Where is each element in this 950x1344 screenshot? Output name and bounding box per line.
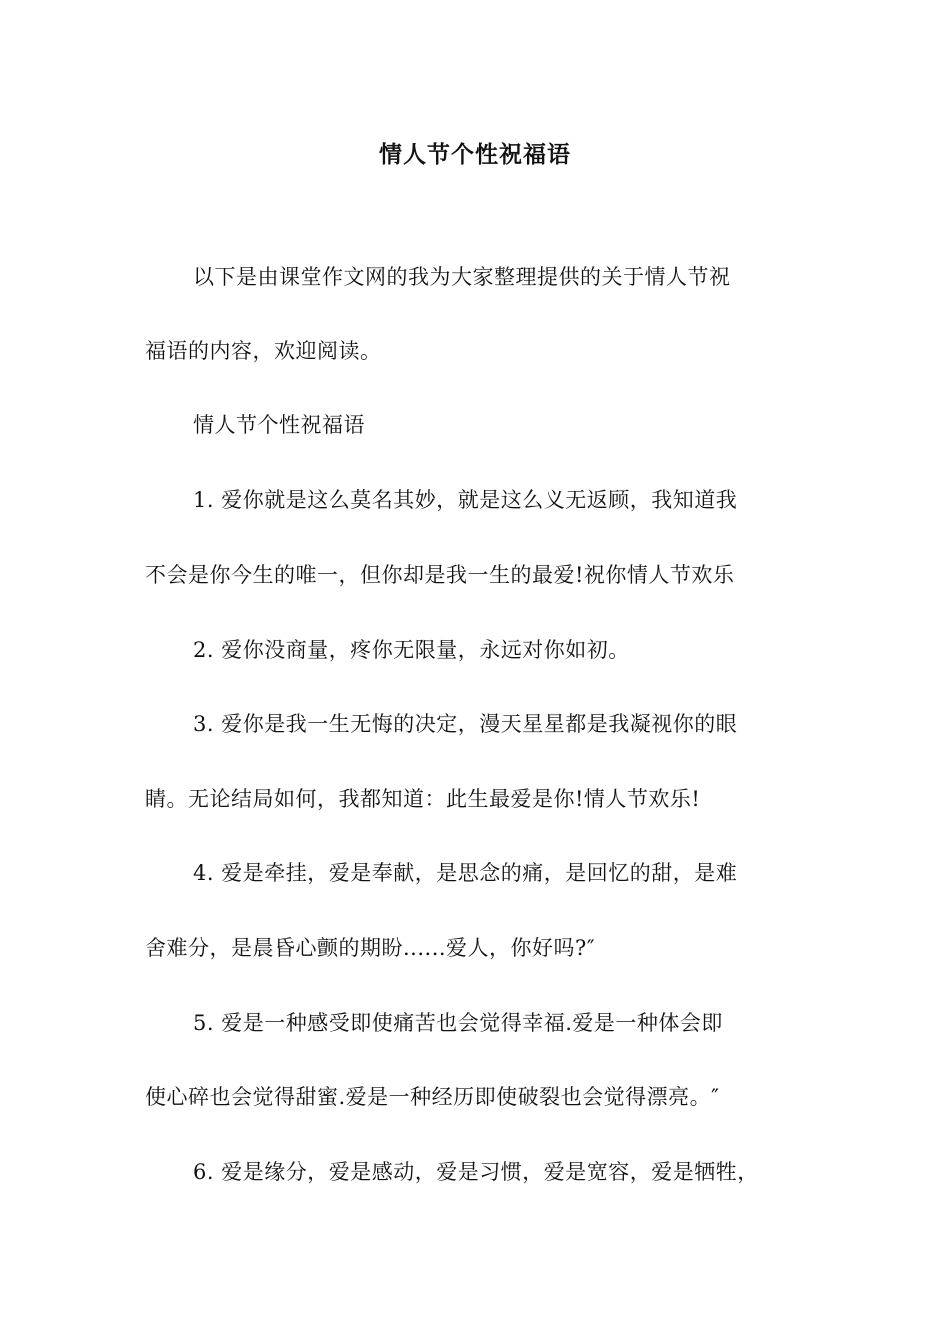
item-4-line-1: 4. 爱是牵挂，爱是奉献，是思念的痛，是回忆的甜，是难: [193, 861, 738, 885]
item-3-line-2: 睛。无论结局如何，我都知道：此生最爱是你!情人节欢乐!: [145, 787, 701, 811]
intro-line-1: 以下是由课堂作文网的我为大家整理提供的关于情人节祝: [193, 265, 731, 289]
section-heading: 情人节个性祝福语: [193, 413, 365, 437]
item-4-line-2: 舍难分，是晨昏心颤的期盼......爱人，你好吗?″: [145, 936, 596, 960]
item-1-line-2: 不会是你今生的唯一，但你却是我一生的最爱!祝你情人节欢乐: [145, 563, 735, 587]
document-title: 情人节个性祝福语: [379, 141, 571, 168]
item-2-line-1: 2. 爱你没商量，疼你无限量，永远对你如初。: [193, 638, 630, 662]
intro-line-2: 福语的内容，欢迎阅读。: [145, 339, 382, 363]
item-5-line-2: 使心碎也会觉得甜蜜.爱是一种经历即使破裂也会觉得漂亮。″: [145, 1085, 720, 1109]
item-1-line-1: 1. 爱你就是这么莫名其妙，就是这么义无返顾，我知道我: [193, 488, 738, 512]
item-3-line-1: 3. 爱你是我一生无悔的决定，漫天星星都是我凝视你的眼: [193, 712, 738, 736]
item-5-line-1: 5. 爱是一种感受即使痛苦也会觉得幸福.爱是一种体会即: [193, 1011, 723, 1035]
item-6-line-1: 6. 爱是缘分，爱是感动，爱是习惯，爱是宽容，爱是牺牲，: [193, 1160, 759, 1184]
